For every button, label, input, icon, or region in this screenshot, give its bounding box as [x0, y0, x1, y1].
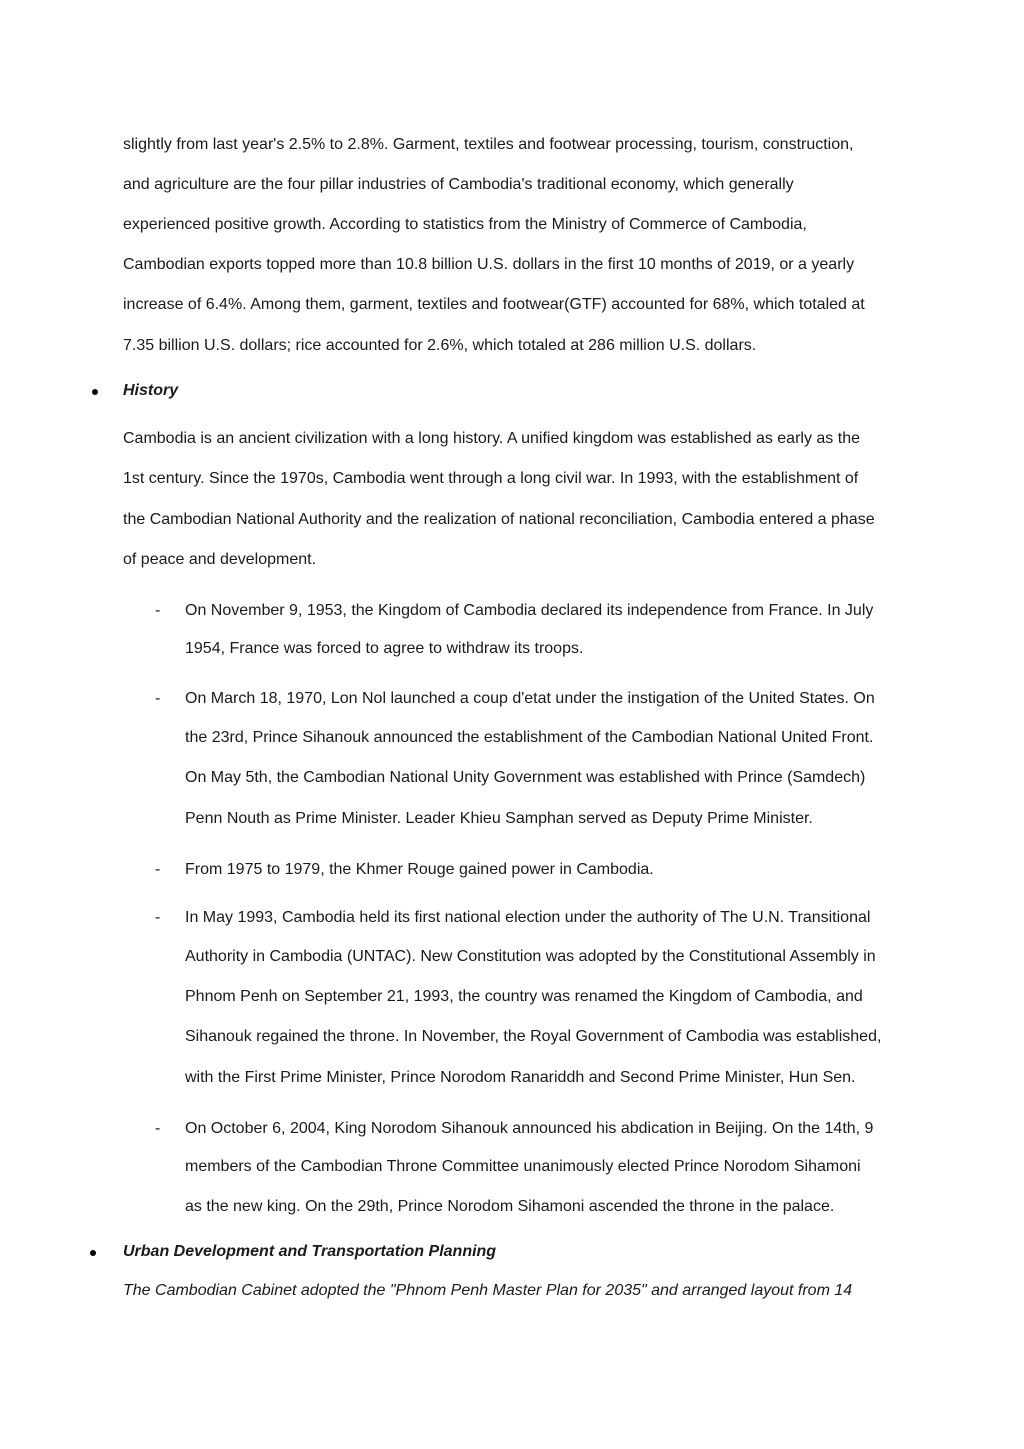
- text-line: the Cambodian National Authority and the realization of national reconciliation, Cambodia entered a phase: [123, 511, 875, 528]
- text-line: Cambodia is an ancient civilization with a long history. A unified kingdom was established as early as the: [123, 430, 860, 447]
- dash-marker: -: [155, 602, 161, 619]
- text-line: the 23rd, Prince Sihanouk announced the establishment of the Cambodian National United Front.: [185, 729, 874, 746]
- text-line: Authority in Cambodia (UNTAC). New Constitution was adopted by the Constitutional Assembly in: [185, 948, 876, 965]
- text-line: increase of 6.4%. Among them, garment, textiles and footwear(GTF) accounted for 68%, which totaled at: [123, 296, 865, 313]
- text-line: of peace and development.: [123, 551, 317, 568]
- text-line: From 1975 to 1979, the Khmer Rouge gained power in Cambodia.: [185, 861, 654, 878]
- text-line: 1st century. Since the 1970s, Cambodia went through a long civil war. In 1993, with the establishment of: [123, 470, 859, 487]
- dash-marker: -: [155, 1120, 161, 1137]
- text-line: with the First Prime Minister, Prince Norodom Ranariddh and Second Prime Minister, Hun Sen.: [185, 1069, 856, 1086]
- text-line: Sihanouk regained the throne. In November, the Royal Government of Cambodia was established,: [185, 1028, 882, 1045]
- text-line: In May 1993, Cambodia held its first national election under the authority of The U.N. Transitional: [185, 909, 871, 926]
- text-line: Cambodian exports topped more than 10.8 billion U.S. dollars in the first 10 months of 2019, or a yearly: [123, 256, 855, 273]
- text-line: On October 6, 2004, King Norodom Sihanouk announced his abdication in Beijing. On the 14th, 9: [185, 1120, 874, 1137]
- text-line: experienced positive growth. According to statistics from the Ministry of Commerce of Cambodia,: [123, 216, 807, 233]
- text-line: Penn Nouth as Prime Minister. Leader Khieu Samphan served as Deputy Prime Minister.: [185, 810, 813, 827]
- text-line: and agriculture are the four pillar industries of Cambodia's traditional economy, which generally: [123, 176, 794, 193]
- text-line: On November 9, 1953, the Kingdom of Cambodia declared its independence from France. In July: [185, 602, 874, 619]
- section-heading-urban: Urban Development and Transportation Planning: [123, 1243, 497, 1260]
- text-line: 1954, France was forced to agree to withdraw its troops.: [185, 640, 584, 657]
- text-line: 7.35 billion U.S. dollars; rice accounted for 2.6%, which totaled at 286 million U.S. dollars.: [123, 337, 757, 354]
- dash-marker: -: [155, 909, 161, 926]
- text-line: as the new king. On the 29th, Prince Norodom Sihamoni ascended the throne in the palace.: [185, 1198, 835, 1215]
- text-line: Phnom Penh on September 21, 1993, the country was renamed the Kingdom of Cambodia, and: [185, 988, 863, 1005]
- dash-marker: -: [155, 861, 161, 878]
- bullet-icon: [92, 389, 98, 395]
- bullet-icon: [90, 1250, 96, 1256]
- text-line: slightly from last year's 2.5% to 2.8%. Garment, textiles and footwear processing, tourism, construction,: [123, 136, 854, 153]
- text-line: On May 5th, the Cambodian National Unity Government was established with Prince (Samdech): [185, 769, 866, 786]
- dash-marker: -: [155, 690, 161, 707]
- section-heading-history: History: [123, 382, 179, 399]
- text-line: members of the Cambodian Throne Committee unanimously elected Prince Norodom Sihamoni: [185, 1158, 861, 1175]
- text-line: The Cambodian Cabinet adopted the "Phnom Penh Master Plan for 2035" and arranged layout from 14: [123, 1282, 853, 1299]
- text-line: On March 18, 1970, Lon Nol launched a coup d'etat under the instigation of the United States. On: [185, 690, 875, 707]
